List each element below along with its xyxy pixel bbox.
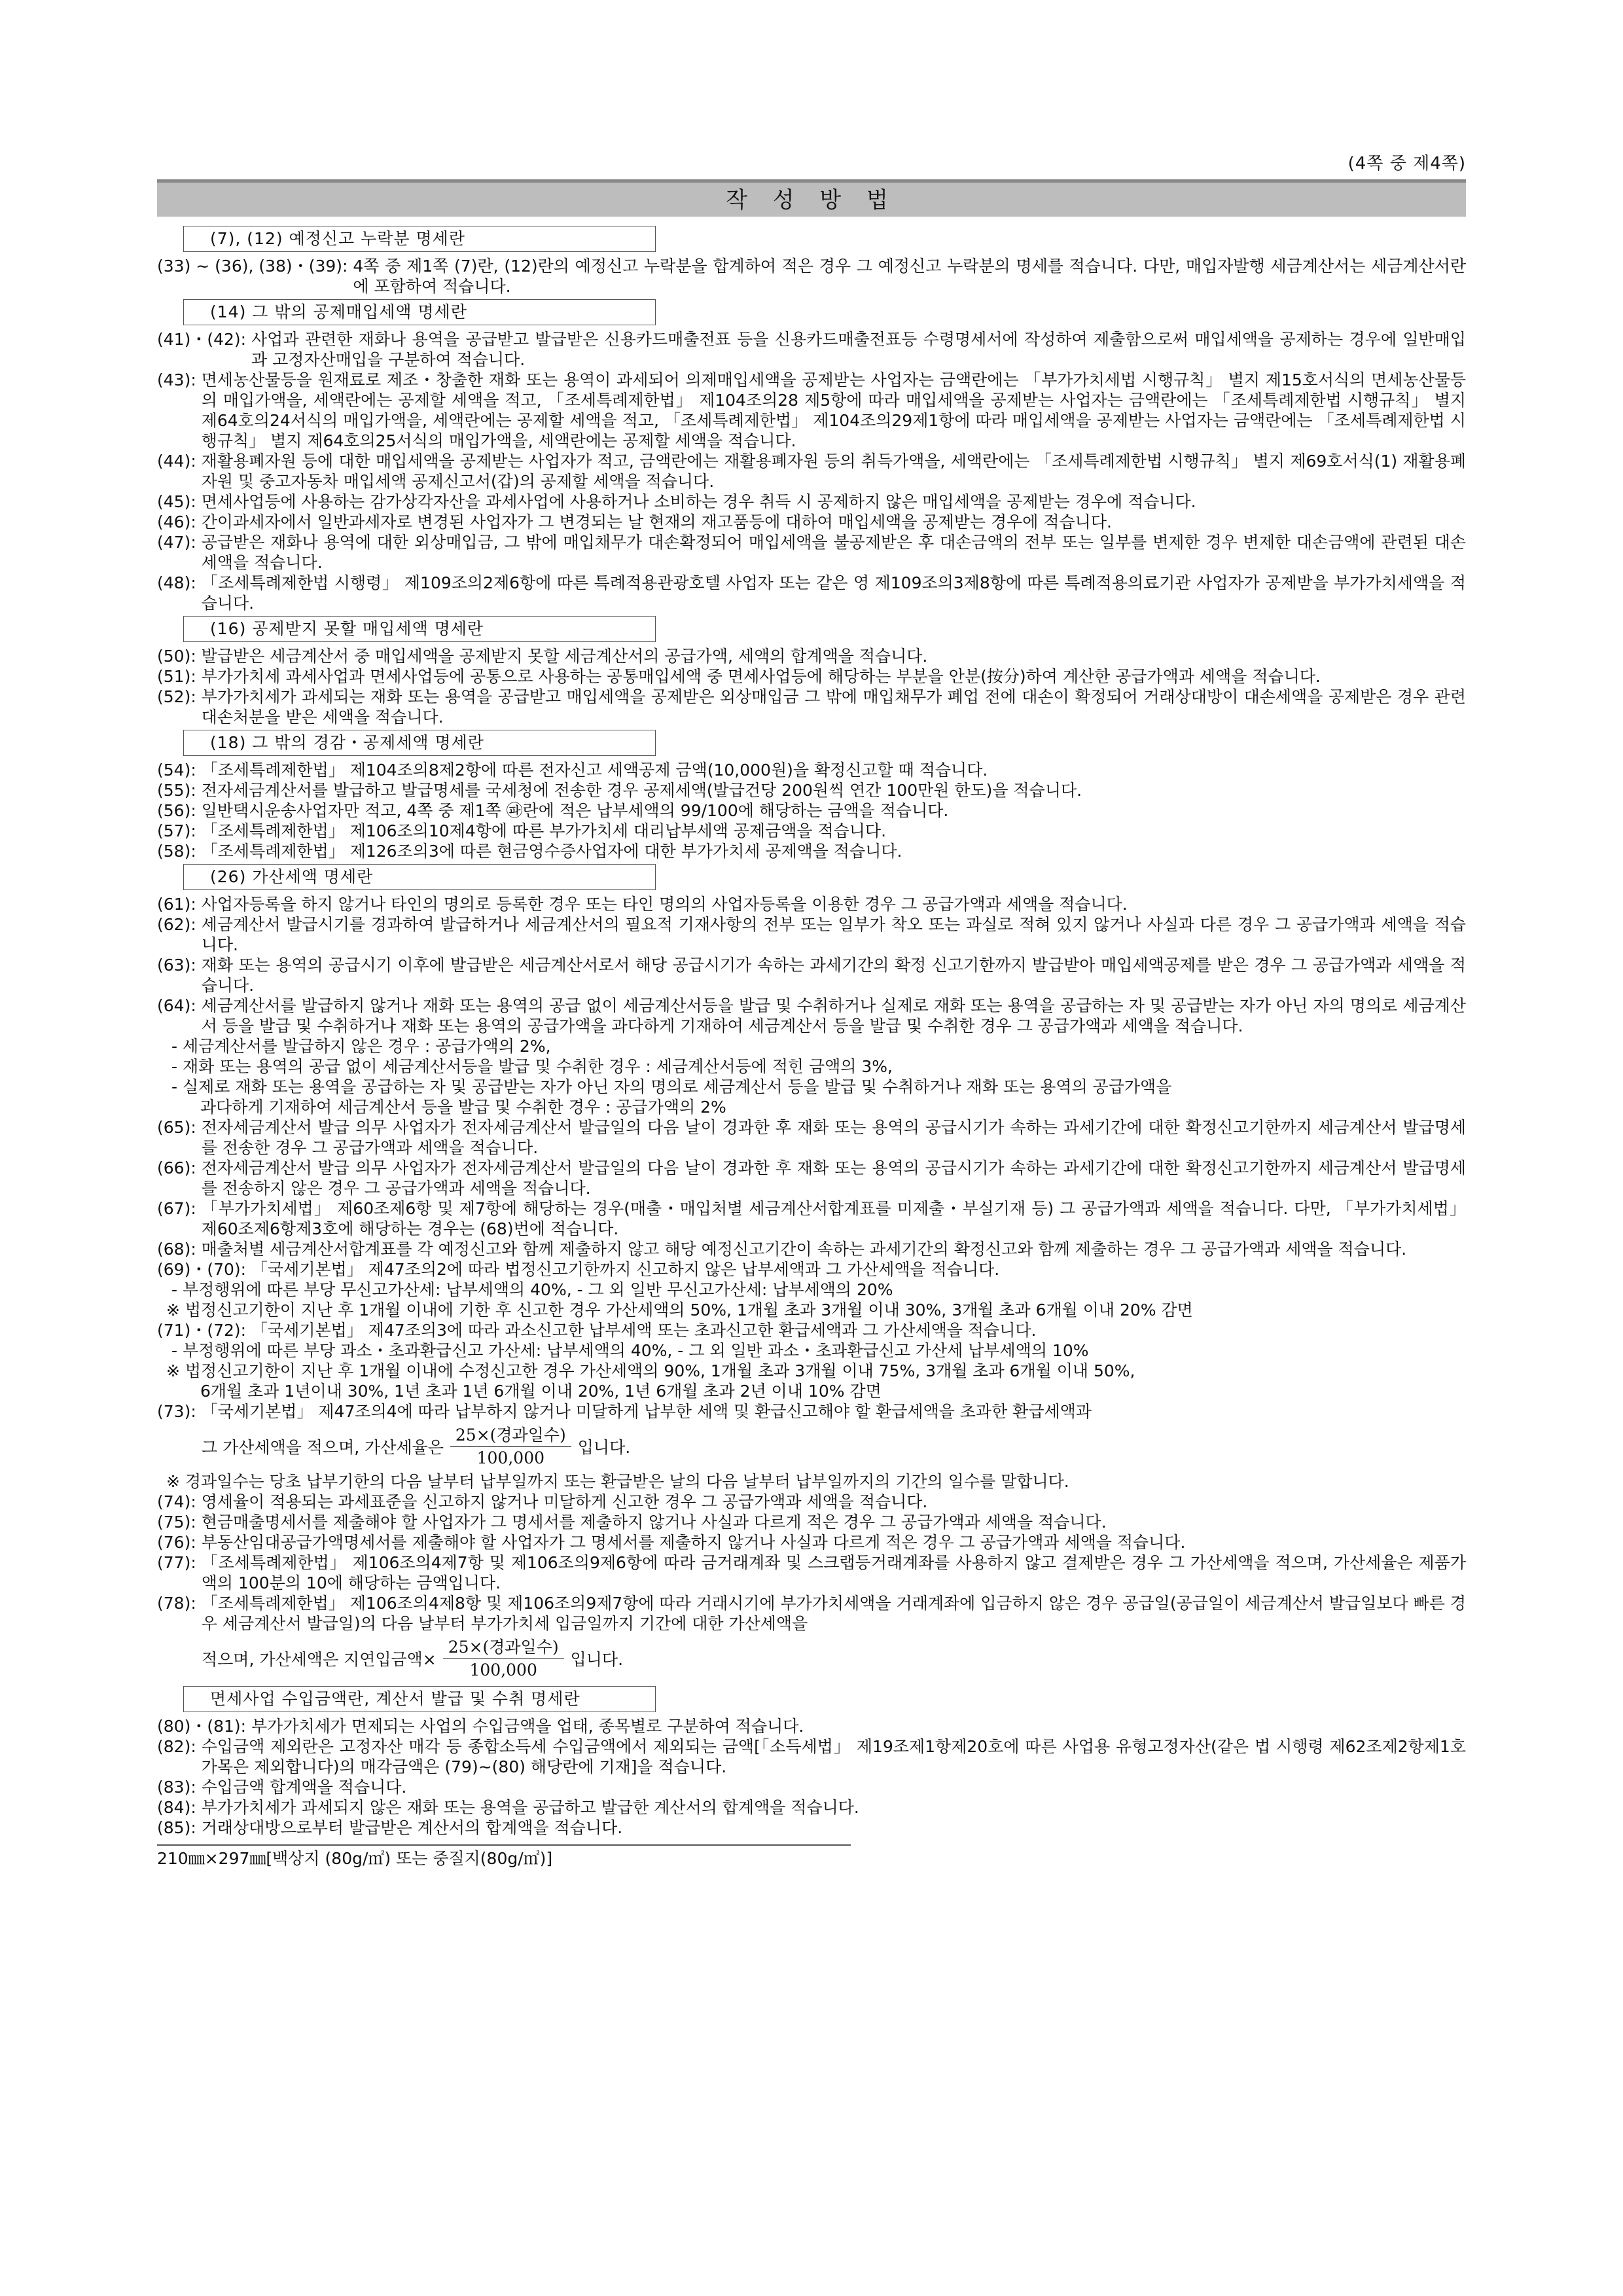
item-text: 면세농산물등을 원재료로 제조・창출한 재화 또는 용역이 과세되어 의제매입세액을 공제받는 사업자는 금액란에는 「부가가치세법 시행규칙」 별지 제15호서식의 면세농산물등의 매입가액을, 세액란에는 공제할 세액을 적고, 「조세특례제한법」 제104조의28 제5항에 따라 매입세액을 공제받는 사업자는 금액란에는 「조세특례제한법 시행규칙」 별지 제64호의24서식의 매입가액을, 세액란에는 공제할 세액을 적고, 「조세특례제한법」 제104조의29제1항에 따라 매입세액을 공제받는 사업자는 금액란에는 「조세특례제한법 시행규칙」 별지 제64호의25서식의 매입가액을, 세액란에는 공제할 세액을 적습니다. [201,370,1466,450]
item-text: 전자세금계산서를 발급하고 발급명세를 국세청에 전송한 경우 공제세액(발급건당 200원씩 연간 100만원 한도)을 적습니다. [201,781,1082,800]
sub-item: - 부정행위에 따른 부당 무신고가산세: 납부세액의 40%, - 그 외 일반 무신고가산세: 납부세액의 20% [171,1280,893,1299]
instruction-item [157,1158,1466,1198]
sub-item: - 부정행위에 따른 부당 과소・초과환급신고 가산세: 납부세액의 40%, - 그 외 일반 과소・초과환급신고 가산세 납부세액의 10% [171,1341,1089,1360]
item-text: 부가가치세 과세사업과 면세사업등에 공통으로 사용하는 공통매입세액 중 면세사업등에 해당하는 부분을 안분(按分)하여 계산한 공급가액과 세액을 적습니다. [201,667,1321,686]
item-label: (43): [157,370,202,389]
instructions-body [157,226,1466,1838]
item-label: (77): [157,1553,202,1572]
item-label: (54): [157,761,202,780]
item-label: (65): [157,1118,202,1137]
item-text: 「부가가치세법」 제60조제6항 및 제7항에 해당하는 경우(매출・매입처별 세금계산서합계표를 미제출・부실기재 등) 그 공급가액과 세액을 적습니다. 다만, 「부가가치세법」 제60조제6항제3호에 해당하는 경우는 (68)번에 적습니다. [201,1199,1466,1238]
item-label: (74): [157,1492,202,1511]
item-label: (58): [157,842,202,861]
note-line: ※ 경과일수는 당초 납부기한의 다음 날부터 납부일까지 또는 환급받은 날의 다음 날부터 납부일까지의 기간의 일수를 말합니다. [166,1472,1069,1491]
instruction-item [157,1492,1466,1512]
item-label: (73): [157,1402,202,1421]
item-text: 「조세특례제한법 시행령」 제109조의2제6항에 따른 특례적용관광호텔 사업자 또는 같은 영 제109조의3제8항에 따른 특례적용의료기관 사업자가 공제받을 부가가치세액을 적습니다. [201,573,1466,613]
section-header: (7), (12) 예정신고 누락분 명세란 [183,226,656,252]
section-header: (16) 공제받지 못할 매입세액 명세란 [183,616,656,642]
formula-suffix: 입니다. [577,1438,631,1457]
fraction [443,1636,564,1681]
fraction-numerator: 25×(경과일수) [450,1424,571,1447]
item-label: (85): [157,1818,202,1837]
item-label: (63): [157,956,202,975]
instruction-item [157,646,1466,666]
item-label: (55): [157,781,202,800]
item-text: 공급받은 재화나 용역에 대한 외상매입금, 그 밖에 매입채무가 대손확정되어 매입세액을 불공제받은 후 대손금액의 전부 또는 일부를 변제한 경우 변제한 대손금액에 관련된 대손세액을 적습니다. [201,533,1466,572]
item-label: (46): [157,512,202,531]
instruction-item [157,687,1466,727]
sub-item: - 실제로 재화 또는 용역을 공급하는 자 및 공급받는 자가 아닌 자의 명의로 세금계산서 등을 발급 및 수취하거나 재화 또는 용역의 공급가액을 [171,1077,1172,1096]
instruction-item [157,1239,1466,1259]
instruction-item [157,370,1466,451]
item-text: 「국세기본법」 제47조의3에 따라 과소신고한 납부세액 또는 초과신고한 환급세액과 그 가산세액을 적습니다. [251,1321,1037,1340]
sub-item: - 세금계산서를 발급하지 않은 경우 : 공급가액의 2%, [171,1037,551,1056]
item-label: (76): [157,1533,202,1552]
note-line: ※ 법정신고기한이 지난 후 1개월 이내에 수정신고한 경우 가산세액의 90%, 1개월 초과 3개월 이내 75%, 3개월 초과 6개월 이내 50%, [166,1361,1135,1380]
instruction-item [157,573,1466,613]
instruction-item [157,1401,1466,1422]
instruction-item [157,532,1466,573]
instruction-item [157,451,1466,492]
document [157,151,1466,1872]
item-text: 세금계산서를 발급하지 않거나 재화 또는 용역의 공급 없이 세금계산서등을 발급 및 수취하거나 실제로 재화 또는 용역을 공급하는 자 및 공급받는 자가 아닌 자의 명의로 세금계산서 등을 발급 및 수취하거나 재화 또는 용역의 공급가액을 과다하게 기재하여 세금계산서 등을 발급 및 수취한 경우 그 공급가액과 세액을 적습니다. [201,996,1466,1035]
item-text: 「국세기본법」 제47조의4에 따라 납부하지 않거나 미달하게 납부한 세액 및 환급신고해야 할 환급세액을 초과한 환급세액과 [201,1402,1092,1421]
instruction-item [157,256,1466,296]
instruction-item [157,1259,1466,1280]
item-text: 부가가치세가 과세되지 않은 재화 또는 용역을 공급하고 발급한 계산서의 합계액을 적습니다. [201,1798,859,1817]
instruction-item [157,1117,1466,1158]
fraction-numerator: 25×(경과일수) [443,1636,564,1659]
item-text: 재활용폐자원 등에 대한 매입세액을 공제받는 사업자가 적고, 금액란에는 재활용폐자원 등의 취득가액을, 세액란에는 「조세특례제한법 시행규칙」 별지 제69호서식(1) 재활용폐자원 및 중고자동차 매입세액 공제신고서(갑)의 공제할 세액을 적습니다. [201,452,1466,491]
item-label: (41)・(42): [157,330,252,349]
formula-prefix: 그 가산세액을 적으며, 가산세율은 [202,1438,444,1457]
instruction-item [157,1320,1466,1340]
item-label: (80)・(81): [157,1717,252,1736]
section-title-bar: 작 성 방 법 [157,179,1466,217]
item-label: (75): [157,1513,202,1532]
item-text: 수입금액 제외란은 고정자산 매각 등 종합소득세 수입금액에서 제외되는 금액[「소득세법」 제19조제1항제20호에 따른 사업용 유형고정자산(같은 법 시행령 제62조제2항제1호가목은 제외합니다)의 매각금액은 (79)~(80) 해당란에 기재]을 적습니다. [201,1737,1466,1776]
instruction-item [157,1552,1466,1593]
instruction-item [157,1716,1466,1736]
instruction-item [157,512,1466,532]
item-label: (48): [157,573,202,592]
fraction-denominator: 100,000 [469,1660,537,1679]
item-text: 매출처별 세금계산서합계표를 각 예정신고와 함께 제출하지 않고 해당 예정신고기간이 속하는 과세기간의 확정신고와 함께 제출하는 경우 그 공급가액과 세액을 적습니다. [201,1240,1407,1259]
item-label: (50): [157,647,202,666]
item-label: (57): [157,821,202,840]
instruction-item [157,1512,1466,1532]
section-header: (14) 그 밖의 공제매입세액 명세란 [183,299,656,325]
instruction-item [157,1736,1466,1777]
paper-spec-footer: 210㎜×297㎜[백상지 (80g/㎡) 또는 중질지(80g/㎡)] [157,1844,851,1872]
item-label: (83): [157,1778,202,1797]
item-text: 현금매출명세서를 제출해야 할 사업자가 그 명세서를 제출하지 않거나 사실과 다르게 적은 경우 그 공급가액과 세액을 적습니다. [201,1513,1107,1532]
item-text: 사업과 관련한 재화나 용역을 공급받고 발급받은 신용카드매출전표 등을 신용카드매출전표등 수령명세서에 작성하여 제출함으로써 매입세액을 공제하는 경우에 일반매입과 고정자산매입을 구분하여 적습니다. [251,330,1466,369]
item-text: 「조세특례제한법」 제126조의3에 따른 현금영수증사업자에 대한 부가가치세 공제액을 적습니다. [201,842,902,861]
item-text: 면세사업등에 사용하는 감가상각자산을 과세사업에 사용하거나 소비하는 경우 취득 시 공제하지 않은 매입세액을 공제받는 경우에 적습니다. [201,492,1196,511]
formula-line [202,1634,1466,1683]
instruction-item [157,914,1466,955]
instruction-item [157,841,1466,861]
instruction-item [157,1532,1466,1552]
instruction-item [157,1198,1466,1239]
formula-suffix: 입니다. [570,1650,624,1669]
instruction-item [157,666,1466,687]
instruction-item [157,492,1466,512]
item-text: 영세율이 적용되는 과세표준을 신고하지 않거나 미달하게 신고한 경우 그 공급가액과 세액을 적습니다. [201,1492,928,1511]
note-line: ※ 법정신고기한이 지난 후 1개월 이내에 기한 후 신고한 경우 가산세액의 50%, 1개월 초과 3개월 이내 30%, 3개월 초과 6개월 이내 20% 감면 [166,1300,1193,1319]
item-label: (33) ~ (36), (38)・(39): [157,257,353,276]
item-text: 거래상대방으로부터 발급받은 계산서의 합계액을 적습니다. [201,1818,623,1837]
instruction-item [157,1777,1466,1797]
item-text: 발급받은 세금계산서 중 매입세액을 공제받지 못할 세금계산서의 공급가액, 세액의 합계액을 적습니다. [201,647,928,666]
item-text: 사업자등록을 하지 않거나 타인의 명의로 등록한 경우 또는 타인 명의의 사업자등록을 이용한 경우 그 공급가액과 세액을 적습니다. [201,895,1128,914]
item-label: (67): [157,1199,202,1218]
sub-item: 과다하게 기재하여 세금계산서 등을 발급 및 수취한 경우 : 공급가액의 2% [200,1098,726,1117]
instruction-item [157,780,1466,800]
item-text: 재화 또는 용역의 공급시기 이후에 발급받은 세금계산서로서 해당 공급시기가 속하는 과세기간의 확정 신고기한까지 발급받아 매입세액공제를 받은 경우 그 공급가액과 세액을 적습니다. [201,956,1466,995]
item-label: (44): [157,452,202,471]
item-label: (52): [157,687,202,706]
section-header: (18) 그 밖의 경감・공제세액 명세란 [183,730,656,756]
section-header: 면세사업 수입금액란, 계산서 발급 및 수취 명세란 [183,1686,656,1712]
instruction-item [157,821,1466,841]
item-text: 전자세금계산서 발급 의무 사업자가 전자세금계산서 발급일의 다음 날이 경과한 후 재화 또는 용역의 공급시기가 속하는 과세기간에 대한 확정신고기한까지 세금계산서 발급명세를 전송하지 않은 경우 그 공급가액과 세액을 적습니다. [201,1158,1466,1198]
item-label: (78): [157,1594,202,1613]
item-text: 「국세기본법」 제47조의2에 따라 법정신고기한까지 신고하지 않은 납부세액과 그 가산세액을 적습니다. [251,1260,1000,1279]
item-text: 「조세특례제한법」 제106조의4제8항 및 제106조의9제7항에 따라 거래시기에 부가가치세액을 거래계좌에 입금하지 않은 경우 공급일(공급일이 세금계산서 발급일보다 빠른 경우 세금계산서 발급일)의 다음 날부터 부가가치세 입금일까지 기간에 대한 가산세액을 [201,1594,1466,1633]
item-text: 4쪽 중 제1쪽 (7)란, (12)란의 예정신고 누락분을 합계하여 적은 경우 그 예정신고 누락분의 명세를 적습니다. 다만, 매입자발행 세금계산서는 세금계산서란에 포함하여 적습니다. [353,257,1466,296]
item-label: (45): [157,492,202,511]
item-label: (82): [157,1737,202,1756]
instruction-item [157,800,1466,821]
item-label: (69)・(70): [157,1260,252,1279]
section-header: (26) 가산세액 명세란 [183,864,656,890]
item-text: 「조세특례제한법」 제106조의10제4항에 따른 부가가치세 대리납부세액 공제금액을 적습니다. [201,821,887,840]
instruction-item [157,996,1466,1036]
item-label: (66): [157,1158,202,1177]
item-label: (47): [157,533,202,552]
instruction-item [157,329,1466,370]
item-label: (56): [157,801,202,820]
instruction-item [157,1593,1466,1634]
fraction-denominator: 100,000 [476,1448,545,1467]
formula-line [202,1422,1466,1471]
item-label: (61): [157,895,202,914]
item-text: 부가가치세가 면제되는 사업의 수입금액을 업태, 종목별로 구분하여 적습니다. [251,1717,804,1736]
item-text: 전자세금계산서 발급 의무 사업자가 전자세금계산서 발급일의 다음 날이 경과한 후 재화 또는 용역의 공급시기가 속하는 과세기간에 대한 확정신고기한까지 세금계산서 발급명세를 전송한 경우 그 공급가액과 세액을 적습니다. [201,1118,1466,1157]
item-text: 「조세특례제한법」 제106조의4제7항 및 제106조의9제6항에 따라 금거래계좌 및 스크랩등거래계좌를 사용하지 않고 결제받은 경우 그 가산세액을 적으며, 가산세율은 제품가액의 100분의 10에 해당하는 금액입니다. [201,1553,1466,1592]
item-text: 부가가치세가 과세되는 재화 또는 용역을 공급받고 매입세액을 공제받은 외상매입금 그 밖에 매입채무가 폐업 전에 대손이 확정되어 거래상대방이 대손세액을 공제받은 경우 관련 대손처분을 받은 세액을 적습니다. [201,687,1466,726]
item-label: (62): [157,915,202,934]
sub-item: - 재화 또는 용역의 공급 없이 세금계산서등을 발급 및 수취한 경우 : 세금계산서등에 적힌 금액의 3%, [171,1057,893,1076]
instruction-item [157,955,1466,996]
item-label: (71)・(72): [157,1321,252,1340]
item-text: 세금계산서 발급시기를 경과하여 발급하거나 세금계산서의 필요적 기재사항의 전부 또는 일부가 착오 또는 과실로 적혀 있지 않거나 사실과 다른 경우 그 공급가액과 세액을 적습니다. [201,915,1466,954]
item-label: (51): [157,667,202,686]
formula-prefix: 적으며, 가산세액은 지연입금액× [202,1650,437,1669]
sub-item: 6개월 초과 1년이내 30%, 1년 초과 1년 6개월 이내 20%, 1년 6개월 초과 2년 이내 10% 감면 [200,1382,882,1401]
item-text: 「조세특례제한법」 제104조의8제2항에 따른 전자신고 세액공제 금액(10,000원)을 확정신고할 때 적습니다. [201,761,988,780]
item-label: (68): [157,1240,202,1259]
instruction-item [157,1818,1466,1838]
item-text: 간이과세자에서 일반과세자로 변경된 사업자가 그 변경되는 날 현재의 재고품등에 대하여 매입세액을 공제받는 경우에 적습니다. [201,512,1112,531]
instruction-item [157,760,1466,780]
fraction [450,1424,571,1469]
page-number: (4쪽 중 제4쪽) [1347,154,1466,173]
instruction-item [157,894,1466,914]
item-label: (64): [157,996,202,1015]
item-text: 수입금액 합계액을 적습니다. [201,1778,407,1797]
instruction-item [157,1797,1466,1818]
item-text: 일반택시운송사업자만 적고, 4쪽 중 제1쪽 ㉺란에 적은 납부세액의 99/100에 해당하는 금액을 적습니다. [201,801,949,820]
item-label: (84): [157,1798,202,1817]
item-text: 부동산임대공급가액명세서를 제출해야 할 사업자가 그 명세서를 제출하지 않거나 사실과 다르게 적은 경우 그 공급가액과 세액을 적습니다. [201,1533,1186,1552]
